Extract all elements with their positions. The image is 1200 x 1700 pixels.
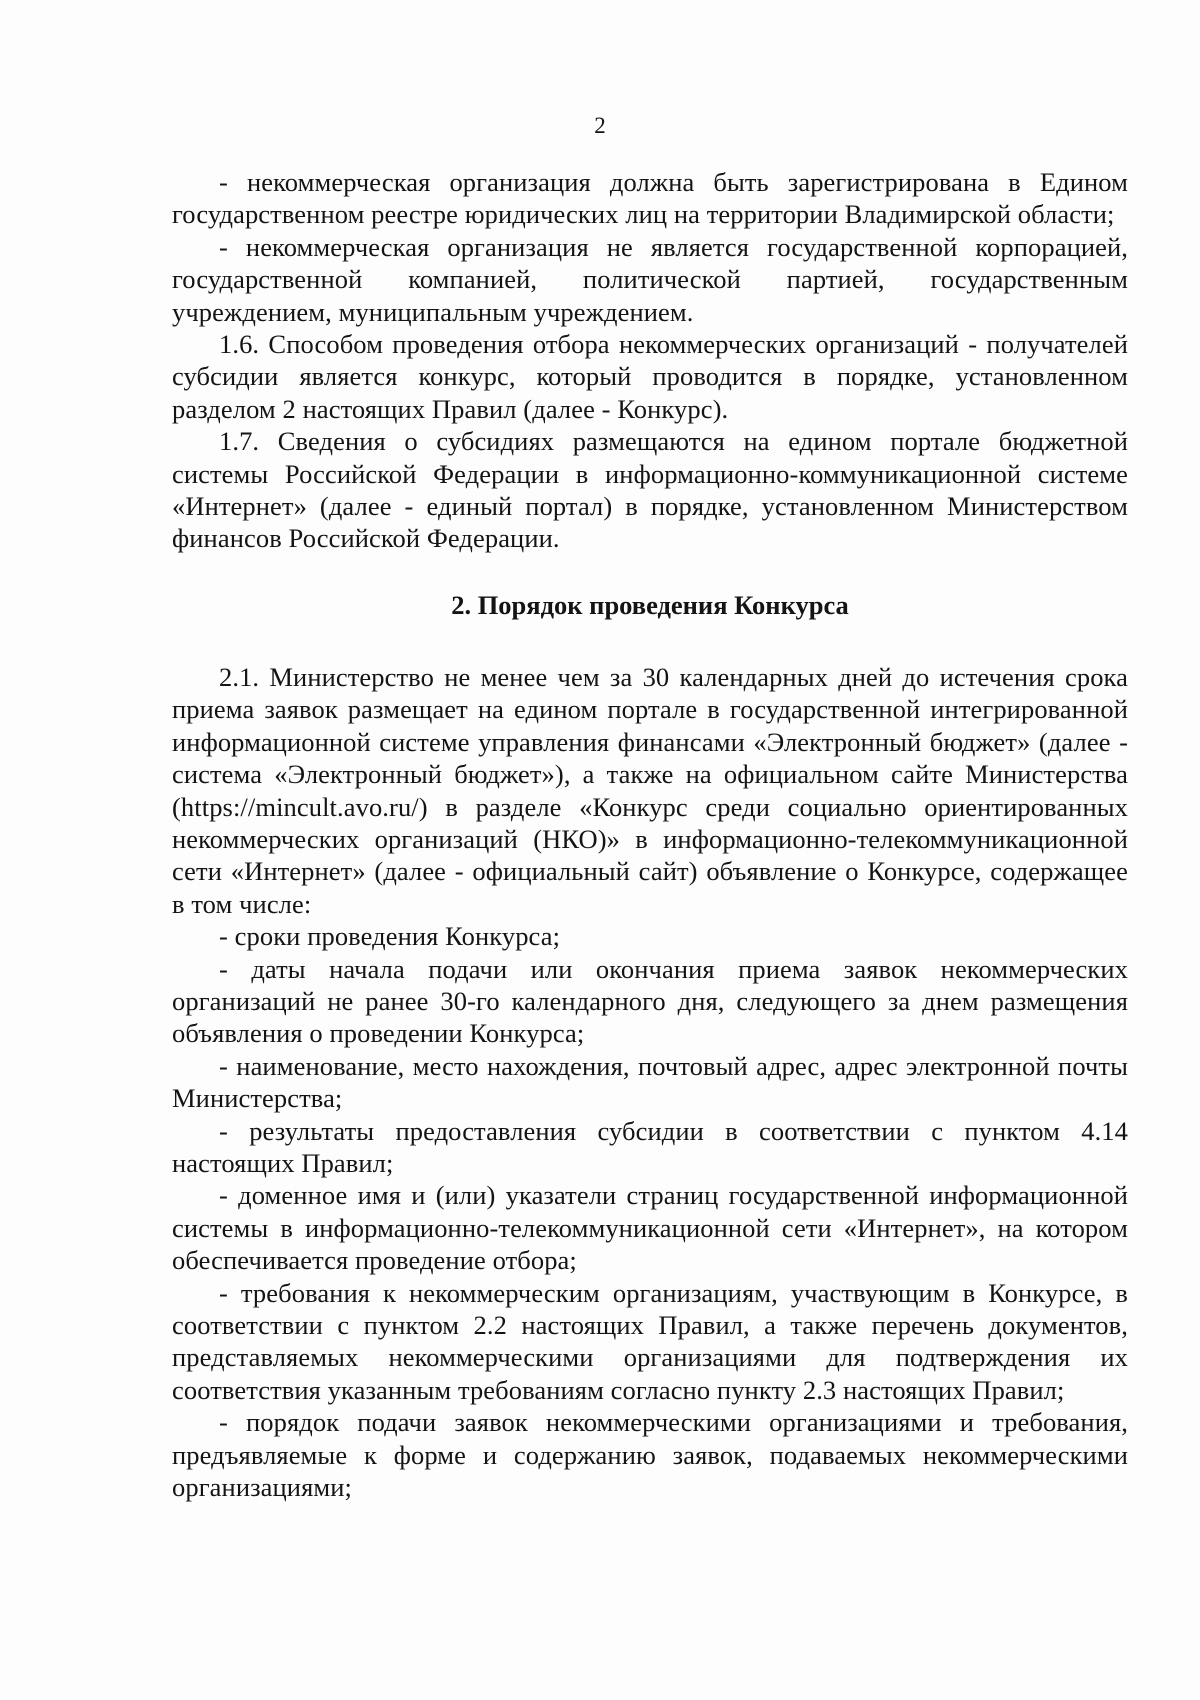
paragraph-1-7: 1.7. Сведения о субсидиях размещаются на едином портале бюджетной системы Российской Федерации в информационно-коммуникационной системе «Интернет» (далее - единый портал) в порядке, установленном Министерством финансов Российской Федерации. <box>172 426 1128 554</box>
list-item-ministry-address: - наименование, место нахождения, почтовый адрес, адрес электронной почты Министерства; <box>172 1050 1128 1114</box>
paragraph-not-state-corporation: - некоммерческая организация не является государственной корпорацией, государственной компанией, политической партией, государственным учреждением, муниципальным учреждением. <box>172 231 1128 327</box>
list-item-application-dates: - даты начала подачи или окончания приема заявок некоммерческих организаций не ранее 30-го календарного дня, следующего за днем размещения объявления о проведении Конкурса; <box>172 953 1128 1049</box>
section-heading: 2. Порядок проведения Конкурса <box>451 589 849 620</box>
paragraph-2-1: 2.1. Министерство не менее чем за 30 календарных дней до истечения срока приема заявок размещает на едином портале в государственной интегрированной информационной системе управления финансами «Электронный бюджет» (далее - система «Электронный бюджет»), а также на официальном сайте Министерства (https://mincult.avo.ru/) в разделе «Конкурс среди социально ориентированных некоммерческих организаций (НКО)» в информационно-телекоммуникационной сети «Интернет» (далее - официальный сайт) объявление о Конкурсе, содержащее в том числе: <box>172 661 1128 919</box>
page-number: 2 <box>594 113 606 138</box>
list-item-contest-dates: - сроки проведения Конкурса; <box>219 921 561 952</box>
paragraph-registration-requirement: - некоммерческая организация должна быть зарегистрирована в Едином государственном реестре юридических лиц на территории Владимирской области; <box>172 167 1128 230</box>
document-body <box>172 166 1128 1503</box>
paragraph-1-6: 1.6. Способом проведения отбора некоммерческих организаций - получателей субсидии является конкурс, который проводится в порядке, установленном разделом 2 настоящих Правил (далее - Конкурс). <box>172 329 1128 424</box>
list-item-subsidy-results: - результаты предоставления субсидии в соответствии с пунктом 4.14 настоящих Правил; <box>172 1115 1128 1178</box>
list-item-application-procedure: - порядок подачи заявок некоммерческими организациями и требования, предъявляемые к форме и содержанию заявок, подаваемых некоммерческими организациями; <box>172 1407 1128 1503</box>
list-item-organization-requirements: - требования к некоммерческим организациям, участвующим в Конкурсе, в соответствии с пунктом 2.2 настоящих Правил, а также перечень документов, представляемых некоммерческими организациями для подтверждения их соответствия указанным требованиям согласно пункту 2.3 настоящих Правил; <box>172 1277 1128 1405</box>
list-item-domain-name: - доменное имя и (или) указатели страниц государственной информационной системы в информационно-телекоммуникационной сети «Интернет», на котором обеспечивается проведение отбора; <box>172 1180 1128 1276</box>
